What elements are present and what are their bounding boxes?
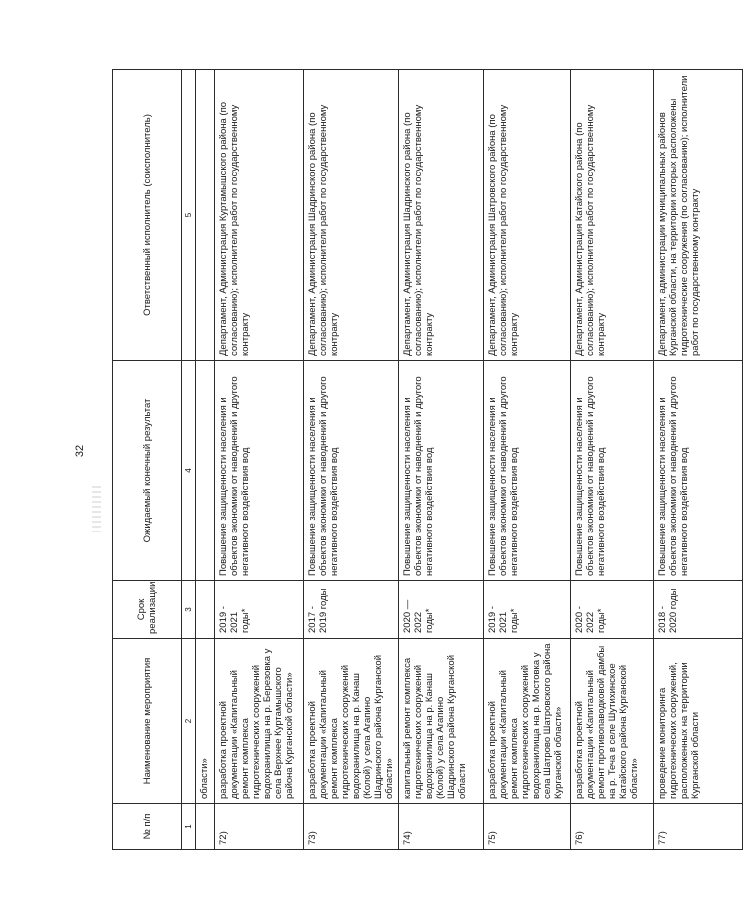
row-executor: Департамент, Администрация Катайского района (по согласованию); исполнители работ по государственному контракту [571, 70, 654, 361]
row-executor: Департамент, Администрация Куртамышского района (по согласованию); исполнители работ по государственному контракту [215, 70, 304, 361]
continuation-num [196, 804, 215, 850]
table-row [484, 70, 571, 850]
row-num: 72) [215, 804, 304, 850]
header-name: Наименование мероприятия [113, 639, 182, 804]
row-period: 2018 - 2020 годы [654, 581, 743, 639]
row-executor: Департамент, администрации муниципальных районов Курганской области, на территории которых расположены гидротехнические сооружения (по согласованию); исполнители работ по государственному контракту [654, 70, 743, 361]
table-row [571, 70, 654, 850]
continuation-executor [196, 70, 215, 361]
row-name: капитальный ремонт комплекса гидротехнических сооружений водохранилища на р. Канаш (Колой) у села Агапино Шадринского района Курганской области [399, 639, 484, 804]
row-result: Повышение защищенности населения и объектов экономики от наводнений и другого негативного воздействия вод [484, 361, 571, 581]
table-row [215, 70, 304, 850]
table-row [304, 70, 399, 850]
continuation-row [196, 70, 215, 850]
header-executor: Ответственный исполнитель (соисполнитель) [113, 70, 182, 361]
row-num: 76) [571, 804, 654, 850]
measures-table [112, 69, 743, 850]
row-executor: Департамент, Администрация Шадринского района (по согласованию); исполнители работ по государственному контракту [304, 70, 399, 361]
header-row [113, 70, 182, 850]
row-period: 2019 - 2021 годы* [215, 581, 304, 639]
header-num: № п/п [113, 804, 182, 850]
column-number: 5 [182, 70, 196, 361]
row-num: 73) [304, 804, 399, 850]
column-number: 2 [182, 639, 196, 804]
row-result: Повышение защищенности населения и объектов экономики от наводнений и другого негативного воздействия вод [654, 361, 743, 581]
table-row [654, 70, 743, 850]
row-period: 2020 — 2022 годы* [399, 581, 484, 639]
header-period: Срок реализации [113, 581, 182, 639]
row-result: Повышение защищенности населения и объектов экономики от наводнений и другого негативного воздействия вод [215, 361, 304, 581]
column-number-row [182, 70, 196, 850]
header-result: Ожидаемый конечный результат [113, 361, 182, 581]
row-name: разработка проектной документации «Капитальный ремонт комплекса гидротехнических сооружений водохранилища на р. Березовка у села Верхнее Куртамышского района Курганской области» [215, 639, 304, 804]
row-period: 2017 - 2019 годы [304, 581, 399, 639]
row-result: Повышение защищенности населения и объектов экономики от наводнений и другого негативного воздействия вод [304, 361, 399, 581]
row-num: 77) [654, 804, 743, 850]
scan-smudge [92, 486, 101, 532]
continuation-name: области» [196, 639, 215, 804]
table-row [399, 70, 484, 850]
column-number: 1 [182, 804, 196, 850]
row-period: 2019 - 2021 годы* [484, 581, 571, 639]
rotated-table-wrapper [112, 70, 701, 850]
row-name: проведение мониторинга гидротехнических сооружений, расположенных на территории Курганской области [654, 639, 743, 804]
page-number: 32 [74, 444, 86, 458]
row-name: разработка проектной документации «Капитальный ремонт противопаводковой дамбы на р. Теча в селе Шутихинское Катайского района Курганской области» [571, 639, 654, 804]
continuation-result [196, 361, 215, 581]
column-number: 4 [182, 361, 196, 581]
row-name: разработка проектной документации «Капитальный ремонт комплекса гидротехнических сооружений водохранилища на р. Канаш (Колой) у села Агапино Шадринского района Курганской области» [304, 639, 399, 804]
row-num: 75) [484, 804, 571, 850]
column-number: 3 [182, 581, 196, 639]
row-executor: Департамент, Администрация Шадринского района (по согласованию); исполнители работ по государственному контракту [399, 70, 484, 361]
continuation-period [196, 581, 215, 639]
row-num: 74) [399, 804, 484, 850]
row-result: Повышение защищенности населения и объектов экономики от наводнений и другого негативного воздействия вод [399, 361, 484, 581]
row-result: Повышение защищенности населения и объектов экономики от наводнений и другого негативного воздействия вод [571, 361, 654, 581]
row-executor: Департамент, Администрация Шатровского района (по согласованию); исполнители работ по государственному контракту [484, 70, 571, 361]
row-period: 2020 - 2022 годы* [571, 581, 654, 639]
row-name: разработка проектной документации «Капитальный ремонт комплекса гидротехнических сооружений водохранилища на р. Мостовка у села Шатрово Шатровского района Курганской области» [484, 639, 571, 804]
